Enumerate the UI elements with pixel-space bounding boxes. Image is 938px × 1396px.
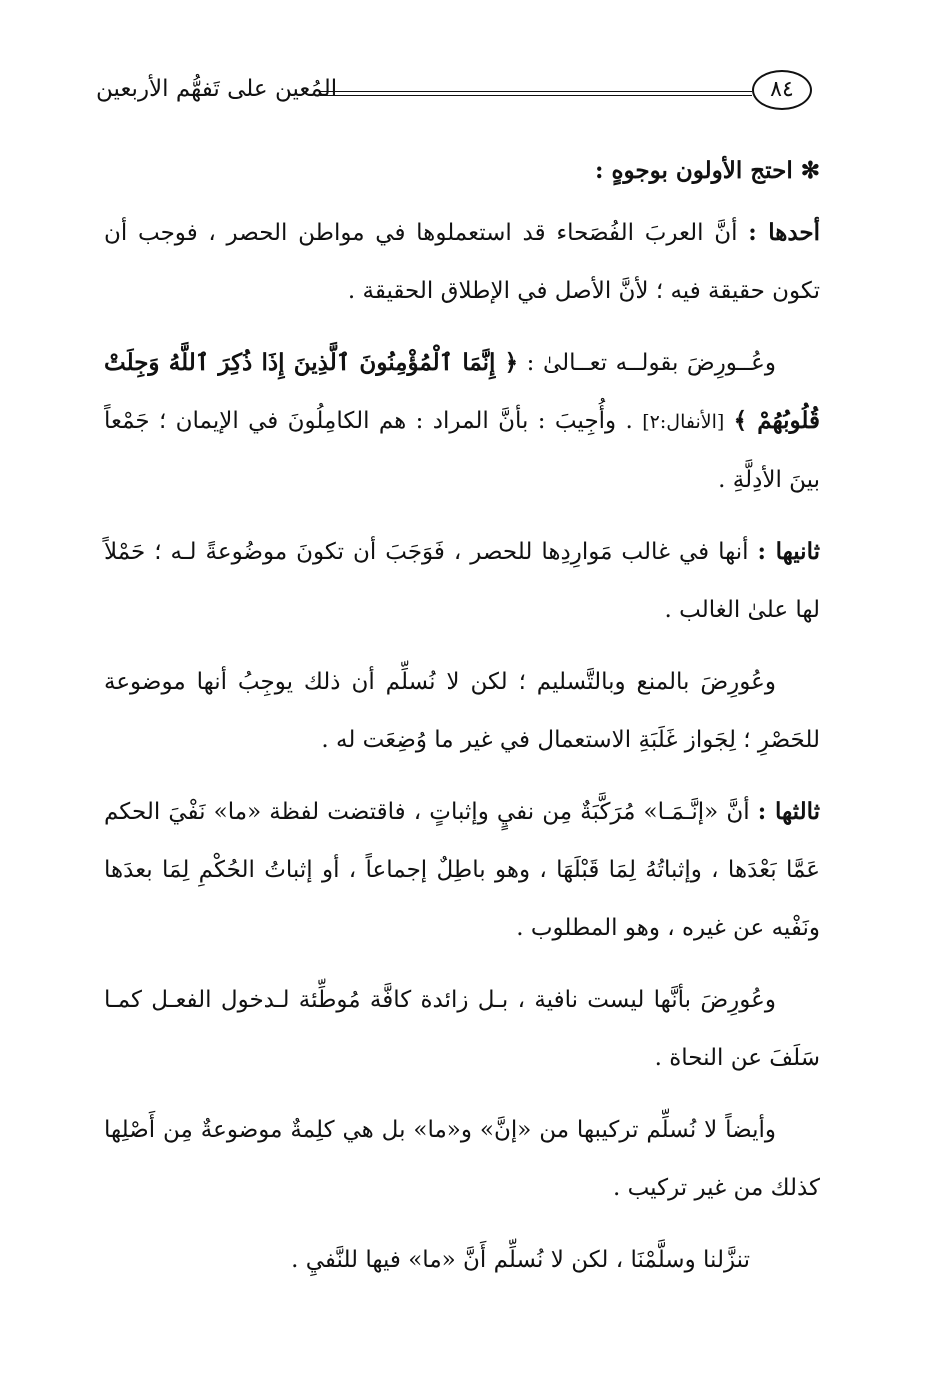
section-heading	[104, 142, 820, 200]
paragraph-objection-one	[104, 334, 820, 509]
objection-one-intro: وعُــورِضَ بقولــه تعــالىٰ :	[526, 350, 776, 376]
page-number: ٨٤	[752, 70, 812, 110]
first-argument-label: أحدها :	[748, 219, 821, 246]
page-body	[104, 142, 820, 1303]
objection-one-answer: . وأُجِيبَ : بأنَّ المراد : هم الكامِلُونَ في الإيمان ؛ جَمْعاً بينَ الأدِلَّةِ .	[104, 408, 820, 493]
section-heading-text: احتج الأولون بوجوهٍ :	[594, 157, 793, 184]
paragraph-objection-four: وأيضاً لا نُسلِّم تركيبها من «إنَّ» و«ما» بل هي كلِمةٌ موضوعةٌ مِن أَصْلِها كذلك من غير تركيب .	[104, 1117, 820, 1201]
running-header	[96, 70, 818, 122]
paragraph-third-argument	[104, 783, 820, 957]
book-title: المُعين على تَفهُّم الأربعين	[96, 76, 338, 102]
paragraph-objection-five: تنزَّلنا وسلَّمْنَا ، لكن لا نُسلِّم أَنَّ «ما» فيها للنَّفيِ .	[291, 1247, 750, 1273]
verse-reference: [الأنفال:٢]	[642, 411, 725, 433]
paragraph-second-argument	[104, 523, 820, 639]
third-argument-label: ثالثها :	[757, 798, 820, 825]
first-argument-text: أنَّ العربَ الفُصَحاء قد استعملوها في مواطن الحصر ، فوجب أن تكون حقيقة فيه ؛ لأنَّ الأصل في الإطلاق الحقيقة .	[104, 220, 820, 304]
paragraph-objection-two: وعُورِضَ بالمنع وبالتَّسليم ؛ لكن لا نُسلِّم أن ذلك يوجِبُ أنها موضوعة للحَصْرِ ؛ لِجَواز غَلَبَةِ الاستعمال في غير ما وُضِعَت له .	[104, 669, 820, 753]
quran-verse: ﴿ إِنَّمَا ٱلْمُؤْمِنُونَ ٱلَّذِينَ إِذَا ذُكِرَ ٱللَّهُ وَجِلَتْ قُلُوبُهُمْ ﴾	[104, 349, 820, 434]
header-rule	[320, 91, 752, 96]
paragraph-objection-three: وعُورِضَ بأنَّها ليست نافية ، بـل زائدة كافَّة مُوطِّئة لـدخول الفعـل كمـا سَلَفَ عن النحاة .	[104, 987, 820, 1071]
second-argument-text: أنها في غالب مَوارِدِها للحصر ، فَوَجَبَ أن تكونَ موضُوعةً لـه ؛ حَمْلاً لها علىٰ الغالب .	[104, 539, 820, 623]
star-icon: ✻	[800, 157, 820, 184]
third-argument-text: أنَّ «إنَّـمَـا» مُرَكَّبَةٌ مِن نفيٍ وإثباتٍ ، فاقتضت لفظة «ما» نَفْيَ الحكم عَمَّا بَعْدَها ، وإثباتُهُ لِمَا قَبْلَهَا ، وهو باطِلٌ إجماعاً ، أو إثباتُ الحُكْمِ لِمَا بعدَها ونَفْيه عن غيره ، وهو المطلوب .	[104, 799, 820, 941]
paragraph-first-argument	[104, 204, 820, 320]
second-argument-label: ثانيها :	[757, 538, 820, 565]
